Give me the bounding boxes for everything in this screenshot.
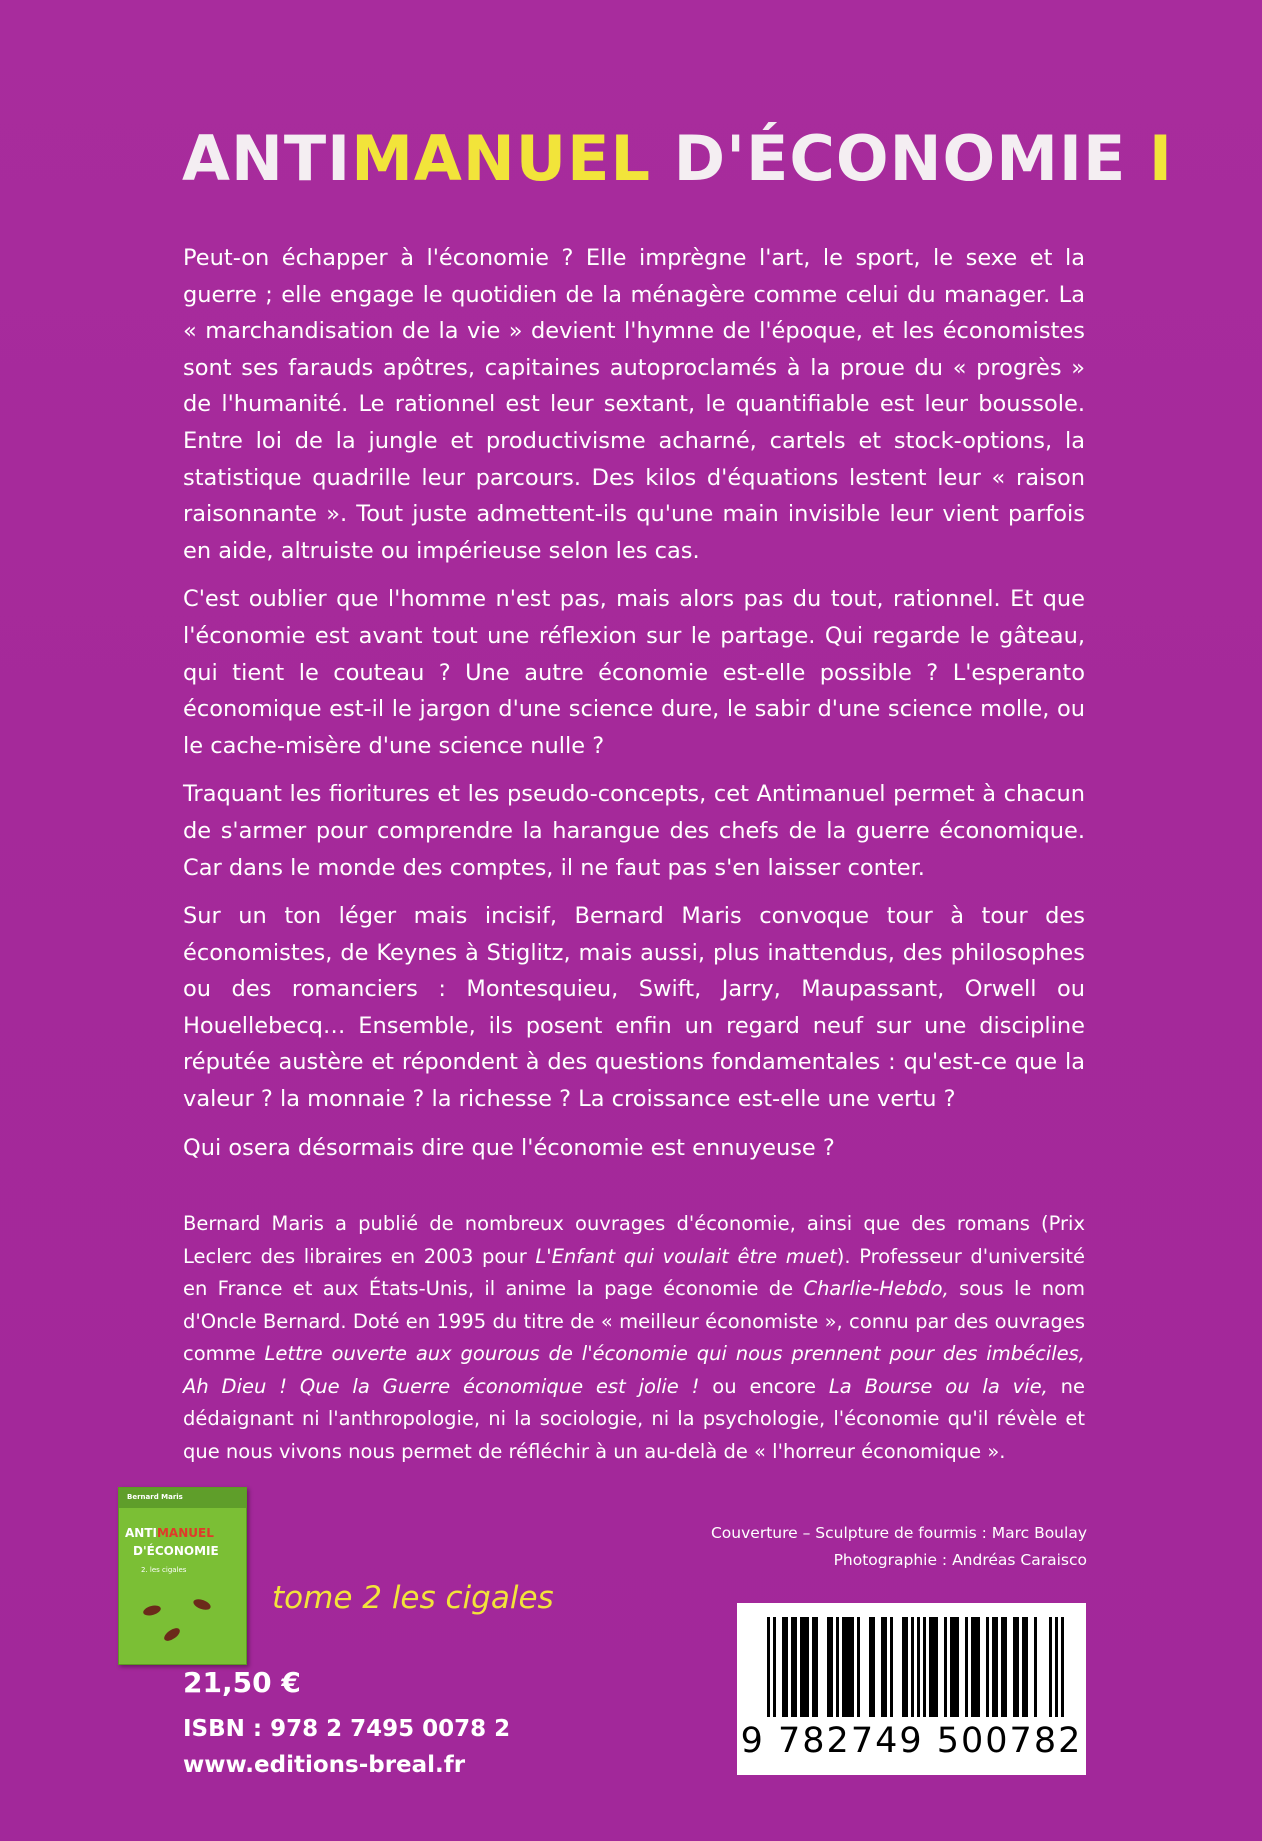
barcode-bar xyxy=(950,1617,953,1717)
barcode-bar xyxy=(1022,1617,1025,1717)
barcode-bar xyxy=(917,1617,920,1717)
barcode-bar xyxy=(986,1617,989,1717)
barcode-bar xyxy=(905,1617,908,1717)
blurb-paragraph: Traquant les fioritures et les pseudo-concepts, cet Antimanuel permet à chacun de s'armer pour comprendre la harangue des chefs de la guerre économique. Car dans le monde des comptes, il ne faut pas s'en laisser conter. xyxy=(183,781,1085,881)
barcode-bar xyxy=(992,1617,995,1717)
isbn: ISBN : 978 2 7495 0078 2 xyxy=(183,1716,511,1742)
barcode-bar xyxy=(974,1617,977,1717)
blurb-text xyxy=(183,240,1085,1178)
credit-photo: Photographie : Andréas Caraisco xyxy=(833,1551,1087,1569)
barcode-bar xyxy=(881,1617,884,1717)
barcode-bar xyxy=(884,1617,887,1717)
barcode-bar xyxy=(902,1617,905,1717)
barcode-bar xyxy=(1055,1617,1058,1717)
blurb-paragraph: Peut-on échapper à l'économie ? Elle imprègne l'art, le sport, le sexe et la guerre ; elle engage le quotidien de la ménagère comme celui du manager. La « marchandisation de la vie » devient l'hymne de l'époque, et les économistes sont ses farauds apôtres, capitaines autoproclamés à la proue du « progrès » de l'humanité. Le rationnel est leur sextant, le quantifiable est leur boussole. Entre loi de la jungle et productivisme acharné, cartels et stock-options, la statistique quadrille leur parcours. Des kilos d'équations lestent leur « raison raisonnante ». Tout juste admettent-ils qu'une main invisible leur vient parfois en aide, altruiste ou impérieuse selon les cas. xyxy=(183,245,1085,564)
barcode-digits: 9 782749 500782 xyxy=(740,1721,1083,1761)
book-reference: La Bourse ou la vie, xyxy=(828,1374,1048,1398)
book-reference: Lettre ouverte aux gourous de l'économie qui nous prennent pour des imbéciles, Ah Dieu ! Que la Guerre économique est jolie ! xyxy=(183,1342,1086,1398)
cover-credits xyxy=(711,1520,1087,1574)
barcode-bar xyxy=(815,1617,818,1717)
bio-text: Bernard Maris a publié de nombreux ouvrages d'économie, ainsi que des romans (Prix Leclerc des libraires en 2003 pour xyxy=(183,1212,1085,1268)
author-bio xyxy=(183,1208,1085,1468)
price: 21,50 € xyxy=(183,1666,301,1699)
barcode-bar xyxy=(872,1617,875,1717)
barcode-bar xyxy=(782,1617,785,1717)
thumbnail-author: Bernard Maris xyxy=(127,1493,183,1501)
thumbnail-title-part: MANUEL xyxy=(156,1526,214,1540)
barcode-bar xyxy=(1013,1617,1016,1717)
barcode-bar xyxy=(965,1617,968,1717)
bio-text: sous le nom d'Oncle Bernard. Doté en 1995 du titre de « meilleur économiste », connu par des ouvrages comme xyxy=(183,1277,1086,1365)
barcode-bar xyxy=(929,1617,932,1717)
barcode-bar xyxy=(767,1617,770,1717)
barcode-bar xyxy=(845,1617,848,1717)
barcode-bar xyxy=(827,1617,830,1717)
barcode-bar xyxy=(953,1617,956,1717)
bio-text: ). Professeur d'université en France et aux États-Unis, il anime la page économie de xyxy=(183,1244,1085,1300)
barcode-bar xyxy=(806,1617,809,1717)
barcode-bar xyxy=(935,1617,938,1717)
barcode-bar xyxy=(830,1617,833,1717)
thumbnail-subtitle: 2. les cigales xyxy=(141,1566,187,1574)
bio-text: ou encore xyxy=(699,1374,829,1398)
barcode-bar xyxy=(848,1617,851,1717)
thumbnail-title-line2: D'ÉCONOMIE xyxy=(133,1544,219,1558)
title-part-economie: D'ÉCONOMIE xyxy=(651,122,1127,195)
barcode-bar xyxy=(911,1617,914,1717)
barcode-bar xyxy=(932,1617,935,1717)
barcode-bar xyxy=(785,1617,788,1717)
thumbnail-title xyxy=(125,1526,214,1540)
isbn-barcode xyxy=(737,1603,1086,1775)
barcode-bar xyxy=(977,1617,980,1717)
barcode-bar xyxy=(1001,1617,1004,1717)
barcode-bar xyxy=(995,1617,998,1717)
barcode-bar xyxy=(851,1617,854,1717)
blurb-paragraph: Qui osera désormais dire que l'économie est ennuyeuse ? xyxy=(183,1134,835,1161)
tome-2-label: tome 2 les cigales xyxy=(272,1580,554,1616)
barcode-bar xyxy=(1004,1617,1007,1717)
barcode-bar xyxy=(800,1617,803,1717)
barcode-bar xyxy=(890,1617,893,1717)
blurb-paragraph: Sur un ton léger mais incisif, Bernard Maris convoque tour à tour des économistes, de Keynes à Stiglitz, mais aussi, plus inattendus, des philosophes ou des romanciers : Montesquieu, Swift, Jarry, Maupassant, Orwell ou Houellebecq… Ensemble, ils posent enfin un regard neuf sur une discipline réputée austère et répondent à des questions fondamentales : qu'est-ce que la valeur ? la monnaie ? la richesse ? La croissance est-elle une vertu ? xyxy=(183,903,1085,1113)
barcode-bar xyxy=(794,1617,797,1717)
barcode-bar xyxy=(1061,1617,1064,1717)
publication-reference: Charlie-Hebdo, xyxy=(803,1277,949,1300)
barcode-bar xyxy=(1016,1617,1019,1717)
barcode-bar xyxy=(836,1617,839,1717)
book-title xyxy=(182,122,1173,195)
tome-2-cover-thumbnail xyxy=(118,1487,247,1665)
barcode-bar xyxy=(803,1617,806,1717)
thumbnail-title-part: ANTI xyxy=(125,1526,157,1540)
title-part-anti: ANTI xyxy=(182,122,352,195)
book-reference: L'Enfant qui voulait être muet xyxy=(535,1244,837,1268)
barcode-bar xyxy=(971,1617,974,1717)
cicada-icon xyxy=(192,1597,212,1612)
barcode-bar xyxy=(944,1617,947,1717)
bio-paragraph xyxy=(183,1208,1085,1468)
barcode-bar xyxy=(857,1617,860,1717)
barcode-bar xyxy=(1049,1617,1052,1717)
title-part-manuel: MANUEL xyxy=(351,122,652,195)
barcode-bar xyxy=(1034,1617,1037,1717)
barcode-bar xyxy=(923,1617,926,1717)
barcode-bar xyxy=(842,1617,845,1717)
bio-text: ne dédaignant ni l'anthropologie, ni la sociologie, ni la psychologie, l'économie qu'il révèle et que nous vivons nous permet de réfléchir à un au-delà de « l'horreur économique ». xyxy=(183,1374,1086,1463)
barcode-bar xyxy=(869,1617,872,1717)
title-part-volume: I xyxy=(1126,122,1173,195)
barcode-bar xyxy=(791,1617,794,1717)
cicada-icon xyxy=(162,1626,182,1644)
barcode-bar xyxy=(1025,1617,1028,1717)
credit-sculpture: Couverture – Sculpture de fourmis : Marc Boulay xyxy=(710,1524,1087,1542)
barcode-bar xyxy=(812,1617,815,1717)
barcode-bar xyxy=(773,1617,776,1717)
publisher-website[interactable]: www.editions-breal.fr xyxy=(183,1752,466,1778)
blurb-paragraph: C'est oublier que l'homme n'est pas, mais alors pas du tout, rationnel. Et que l'économie est avant tout une réflexion sur le partage. Qui regarde le gâteau, qui tient le couteau ? Une autre économie est-elle possible ? L'esperanto économique est-il le jargon d'une science dure, le sabir d'une science molle, ou le cache-misère d'une science nulle ? xyxy=(183,586,1085,759)
barcode-bar xyxy=(956,1617,959,1717)
cicada-icon xyxy=(142,1604,162,1617)
